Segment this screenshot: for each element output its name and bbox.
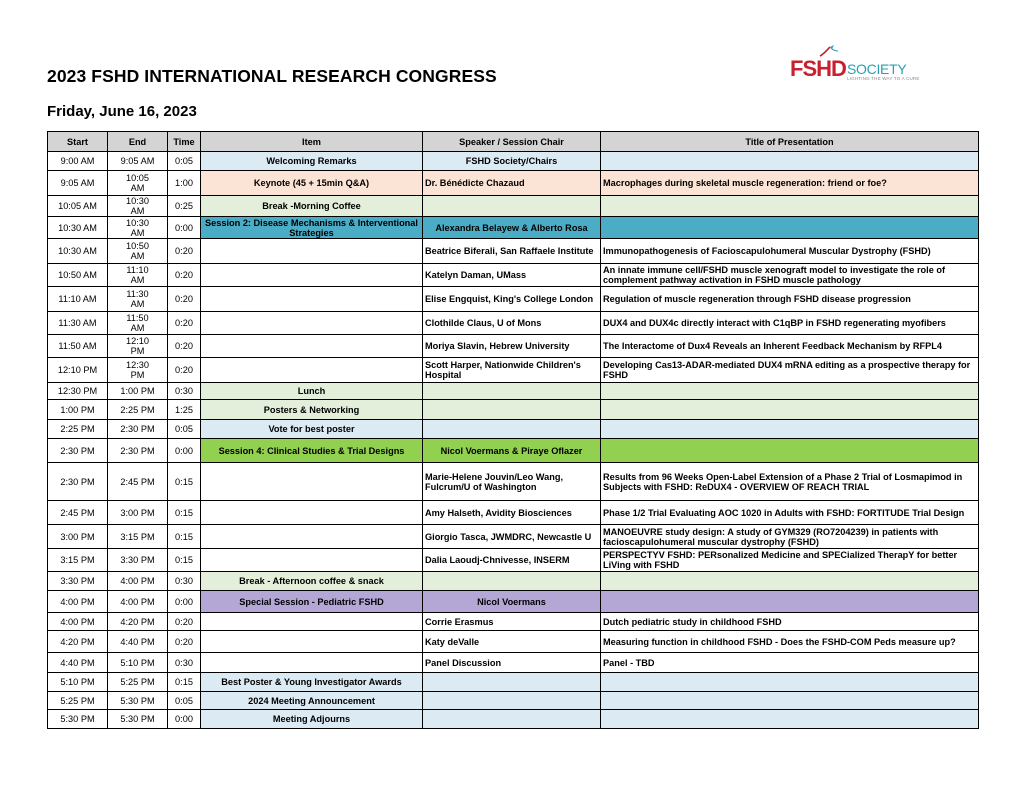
cell-title: Panel - TBD (601, 653, 979, 673)
cell-title: PERSPECTYV FSHD: PERsonalized Medicine and SPECialized TherapY for better LiVing with FSHD (601, 549, 979, 572)
cell-start: 5:25 PM (48, 692, 108, 710)
logo-society: SOCIETY (847, 61, 907, 77)
table-row (48, 439, 979, 463)
cell-title: Macrophages during skeletal muscle regeneration: friend or foe? (601, 171, 979, 196)
cell-title: MANOEUVRE study design: A study of GYM329 (RO7204239) in patients with facioscapulohumeral muscular dystrophy (FSHD) (601, 525, 979, 549)
cell-title (601, 152, 979, 171)
cell-item (201, 613, 423, 631)
cell-title (601, 196, 979, 217)
table-row (48, 591, 979, 613)
table-row (48, 400, 979, 420)
cell-item: Posters & Networking (201, 400, 423, 420)
cell-speaker: Dr. Bénédicte Chazaud (423, 171, 601, 196)
cell-time: 0:00 (168, 591, 201, 613)
column-header-start: Start (48, 132, 108, 152)
cell-end: 10:30 AM (108, 217, 168, 239)
cell-start: 4:20 PM (48, 631, 108, 653)
cell-time: 0:05 (168, 420, 201, 439)
table-row (48, 420, 979, 439)
cell-end: 10:30 AM (108, 196, 168, 217)
cell-start: 10:30 AM (48, 239, 108, 264)
cell-title: DUX4 and DUX4c directly interact with C1qBP in FSHD regenerating myofibers (601, 312, 979, 335)
cell-start: 11:50 AM (48, 335, 108, 358)
cell-title: Measuring function in childhood FSHD - Does the FSHD-COM Peds measure up? (601, 631, 979, 653)
cell-speaker: Moriya Slavin, Hebrew University (423, 335, 601, 358)
table-row (48, 631, 979, 653)
cell-end: 10:05 AM (108, 171, 168, 196)
cell-time: 0:30 (168, 572, 201, 591)
table-row (48, 152, 979, 171)
column-header-time: Time (168, 132, 201, 152)
table-row (48, 549, 979, 572)
cell-speaker (423, 710, 601, 729)
cell-end: 3:30 PM (108, 549, 168, 572)
cell-title (601, 400, 979, 420)
cell-time: 0:15 (168, 463, 201, 501)
column-header-speaker: Speaker / Session Chair (423, 132, 601, 152)
cell-title: Immunopathogenesis of Facioscapulohumeral Muscular Dystrophy (FSHD) (601, 239, 979, 264)
table-row (48, 287, 979, 312)
cell-speaker: Beatrice Biferali, San Raffaele Institute (423, 239, 601, 264)
cell-end: 2:30 PM (108, 420, 168, 439)
table-row (48, 312, 979, 335)
cell-time: 0:20 (168, 335, 201, 358)
cell-time: 1:25 (168, 400, 201, 420)
cell-item: Session 4: Clinical Studies & Trial Designs (201, 439, 423, 463)
cell-start: 2:30 PM (48, 439, 108, 463)
cell-item: Special Session - Pediatric FSHD (201, 591, 423, 613)
page-date: Friday, June 16, 2023 (47, 103, 197, 120)
column-header-end: End (108, 132, 168, 152)
cell-item (201, 335, 423, 358)
cell-start: 9:05 AM (48, 171, 108, 196)
cell-time: 0:00 (168, 439, 201, 463)
table-row (48, 692, 979, 710)
cell-speaker: Alexandra Belayew & Alberto Rosa (423, 217, 601, 239)
cell-item (201, 549, 423, 572)
cell-item (201, 287, 423, 312)
cell-item (201, 264, 423, 287)
cell-speaker: Giorgio Tasca, JWMDRC, Newcastle U (423, 525, 601, 549)
cell-time: 0:25 (168, 196, 201, 217)
cell-time: 0:20 (168, 264, 201, 287)
cell-speaker: Panel Discussion (423, 653, 601, 673)
cell-speaker (423, 692, 601, 710)
table-row (48, 335, 979, 358)
cell-speaker: Dalia Laoudj-Chnivesse, INSERM (423, 549, 601, 572)
cell-title (601, 692, 979, 710)
schedule-body (48, 152, 979, 729)
cell-start: 3:00 PM (48, 525, 108, 549)
table-row (48, 463, 979, 501)
cell-time: 0:15 (168, 673, 201, 692)
cell-title: An innate immune cell/FSHD muscle xenograft model to investigate the role of complement pathway activation in FSHD muscle pathology (601, 264, 979, 287)
cell-speaker: Nicol Voermans & Piraye Oflazer (423, 439, 601, 463)
cell-speaker: Katelyn Daman, UMass (423, 264, 601, 287)
cell-item: Break - Afternoon coffee & snack (201, 572, 423, 591)
cell-end: 5:25 PM (108, 673, 168, 692)
table-row (48, 358, 979, 383)
cell-end: 5:30 PM (108, 710, 168, 729)
cell-end: 12:30 PM (108, 358, 168, 383)
cell-item: Session 2: Disease Mechanisms & Interventional Strategies (201, 217, 423, 239)
cell-item (201, 501, 423, 525)
cell-speaker: Scott Harper, Nationwide Children's Hospital (423, 358, 601, 383)
cell-title: Dutch pediatric study in childhood FSHD (601, 613, 979, 631)
cell-item (201, 463, 423, 501)
cell-start: 1:00 PM (48, 400, 108, 420)
cell-time: 0:20 (168, 631, 201, 653)
cell-end: 10:50 AM (108, 239, 168, 264)
cell-title: Results from 96 Weeks Open-Label Extension of a Phase 2 Trial of Losmapimod in Subjects with FSHD: ReDUX4 - OVERVIEW OF REACH TRIAL (601, 463, 979, 501)
cell-end: 4:20 PM (108, 613, 168, 631)
table-header-row (48, 132, 979, 152)
cell-item: 2024 Meeting Announcement (201, 692, 423, 710)
cell-speaker: Elise Engquist, King's College London (423, 287, 601, 312)
cell-item: Vote for best poster (201, 420, 423, 439)
table-row (48, 572, 979, 591)
table-row (48, 196, 979, 217)
cell-item (201, 239, 423, 264)
cell-time: 0:05 (168, 152, 201, 171)
cell-speaker (423, 383, 601, 400)
cell-end: 1:00 PM (108, 383, 168, 400)
cell-speaker: FSHD Society/Chairs (423, 152, 601, 171)
cell-end: 5:10 PM (108, 653, 168, 673)
cell-title: Phase 1/2 Trial Evaluating AOC 1020 in Adults with FSHD: FORTITUDE Trial Design (601, 501, 979, 525)
cell-end: 2:45 PM (108, 463, 168, 501)
table-row (48, 673, 979, 692)
cell-start: 12:30 PM (48, 383, 108, 400)
cell-start: 5:10 PM (48, 673, 108, 692)
cell-time: 0:15 (168, 525, 201, 549)
cell-start: 4:40 PM (48, 653, 108, 673)
cell-start: 2:30 PM (48, 463, 108, 501)
cell-end: 2:30 PM (108, 439, 168, 463)
cell-time: 1:00 (168, 171, 201, 196)
cell-title (601, 217, 979, 239)
cell-speaker (423, 196, 601, 217)
cell-time: 0:20 (168, 358, 201, 383)
cell-title (601, 572, 979, 591)
table-row (48, 525, 979, 549)
cell-start: 10:30 AM (48, 217, 108, 239)
cell-time: 0:15 (168, 549, 201, 572)
cell-start: 11:30 AM (48, 312, 108, 335)
table-row (48, 653, 979, 673)
cell-speaker: Katy deValle (423, 631, 601, 653)
cell-start: 2:45 PM (48, 501, 108, 525)
logo-tagline: LIGHTING THE WAY TO A CURE (847, 76, 920, 81)
column-header-title: Title of Presentation (601, 132, 979, 152)
cell-time: 0:30 (168, 383, 201, 400)
cell-time: 0:20 (168, 239, 201, 264)
table-row (48, 217, 979, 239)
cell-speaker (423, 400, 601, 420)
cell-end: 4:00 PM (108, 591, 168, 613)
table-row (48, 264, 979, 287)
cell-title (601, 420, 979, 439)
cell-item: Keynote (45 + 15min Q&A) (201, 171, 423, 196)
cell-item: Best Poster & Young Investigator Awards (201, 673, 423, 692)
cell-speaker: Clothilde Claus, U of Mons (423, 312, 601, 335)
table-row (48, 171, 979, 196)
page-title: 2023 FSHD INTERNATIONAL RESEARCH CONGRESS (47, 66, 497, 86)
cell-item: Meeting Adjourns (201, 710, 423, 729)
cell-end: 3:00 PM (108, 501, 168, 525)
cell-speaker: Corrie Erasmus (423, 613, 601, 631)
cell-speaker: Amy Halseth, Avidity Biosciences (423, 501, 601, 525)
cell-title (601, 710, 979, 729)
logo-word: FSHD (790, 56, 846, 81)
cell-item (201, 631, 423, 653)
cell-time: 0:20 (168, 287, 201, 312)
cell-end: 4:00 PM (108, 572, 168, 591)
cell-start: 11:10 AM (48, 287, 108, 312)
cell-time: 0:20 (168, 613, 201, 631)
cell-item (201, 525, 423, 549)
cell-start: 3:30 PM (48, 572, 108, 591)
cell-speaker (423, 673, 601, 692)
cell-end: 3:15 PM (108, 525, 168, 549)
cell-start: 9:00 AM (48, 152, 108, 171)
cell-start: 10:50 AM (48, 264, 108, 287)
cell-item (201, 653, 423, 673)
cell-title: Regulation of muscle regeneration through FSHD disease progression (601, 287, 979, 312)
cell-end: 11:10 AM (108, 264, 168, 287)
cell-speaker: Nicol Voermans (423, 591, 601, 613)
cell-end: 11:30 AM (108, 287, 168, 312)
cell-end: 5:30 PM (108, 692, 168, 710)
cell-start: 2:25 PM (48, 420, 108, 439)
cell-title (601, 673, 979, 692)
column-header-item: Item (201, 132, 423, 152)
cell-start: 10:05 AM (48, 196, 108, 217)
cell-time: 0:00 (168, 710, 201, 729)
cell-start: 5:30 PM (48, 710, 108, 729)
cell-end: 2:25 PM (108, 400, 168, 420)
cell-title (601, 383, 979, 400)
cell-title: Developing Cas13-ADAR-mediated DUX4 mRNA editing as a prospective therapy for FSHD (601, 358, 979, 383)
cell-time: 0:00 (168, 217, 201, 239)
cell-speaker: Marie-Helene Jouvin/Leo Wang, Fulcrum/U of Washington (423, 463, 601, 501)
cell-item: Lunch (201, 383, 423, 400)
cell-end: 11:50 AM (108, 312, 168, 335)
cell-time: 0:20 (168, 312, 201, 335)
cell-start: 4:00 PM (48, 591, 108, 613)
cell-time: 0:05 (168, 692, 201, 710)
cell-time: 0:30 (168, 653, 201, 673)
table-row (48, 239, 979, 264)
cell-item (201, 312, 423, 335)
table-row (48, 501, 979, 525)
cell-time: 0:15 (168, 501, 201, 525)
table-row (48, 710, 979, 729)
table-row (48, 613, 979, 631)
cell-speaker (423, 572, 601, 591)
cell-start: 12:10 PM (48, 358, 108, 383)
schedule-table (47, 131, 979, 729)
table-row (48, 383, 979, 400)
cell-title: The Interactome of Dux4 Reveals an Inherent Feedback Mechanism by RFPL4 (601, 335, 979, 358)
cell-item: Break -Morning Coffee (201, 196, 423, 217)
cell-title (601, 591, 979, 613)
fshd-society-logo (790, 44, 925, 86)
cell-end: 4:40 PM (108, 631, 168, 653)
cell-start: 4:00 PM (48, 613, 108, 631)
cell-speaker (423, 420, 601, 439)
cell-item: Welcoming Remarks (201, 152, 423, 171)
cell-title (601, 439, 979, 463)
cell-end: 9:05 AM (108, 152, 168, 171)
cell-end: 12:10 PM (108, 335, 168, 358)
cell-item (201, 358, 423, 383)
cell-start: 3:15 PM (48, 549, 108, 572)
